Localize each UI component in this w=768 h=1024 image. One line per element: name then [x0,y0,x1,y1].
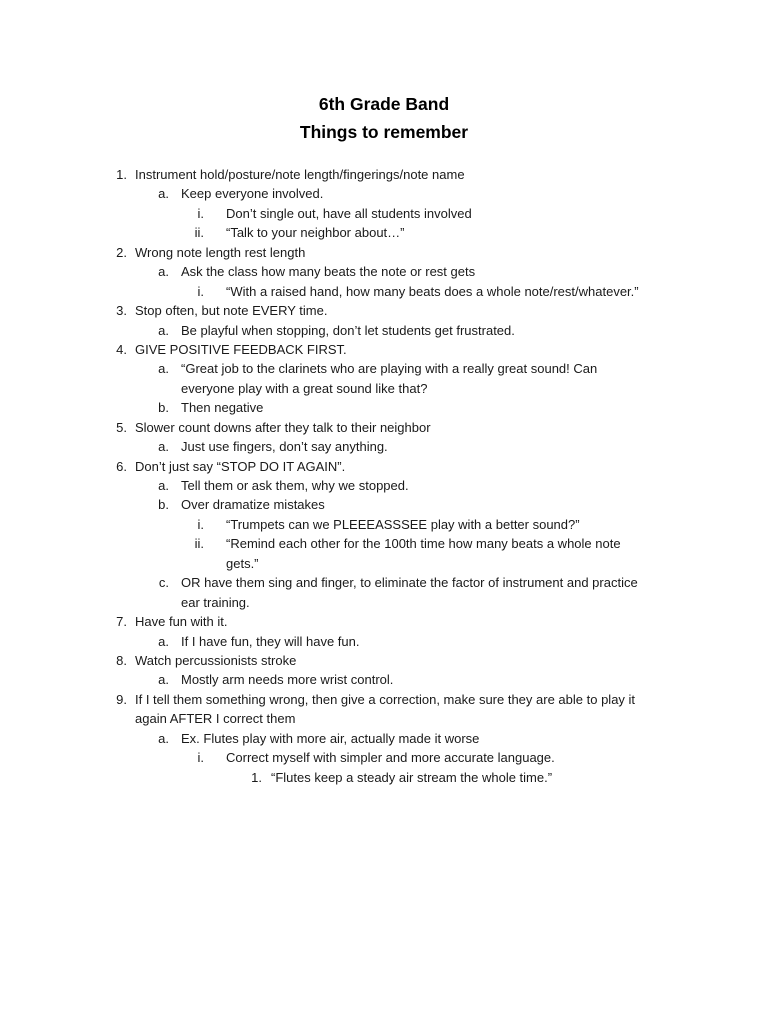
outline-item-level-2 [0,632,768,651]
document-title: 6th Grade Band [318,94,450,114]
outline-item-level-1 [0,301,768,320]
list-item-text: Slower count downs after they talk to their neighbor [135,419,431,435]
list-item-text: If I tell them something wrong, then give a correction, make sure they are able to play it [135,691,636,707]
list-item-text: OR have them sing and finger, to eliminate the factor of instrument and practice [181,575,638,591]
list-item-text: Ex. Flutes play with more air, actually made it worse [181,730,480,746]
outline-item-level-3 [0,282,768,301]
list-item-text: Over dramatize mistakes [181,497,325,513]
list-item-text: If I have fun, they will have fun. [181,633,360,649]
list-item-text: Don’t single out, have all students involved [226,205,472,221]
list-item-text: again AFTER I correct them [135,711,296,727]
list-marker: a. [158,264,169,280]
outline-item-level-3 [0,554,768,573]
outline-item-level-1 [0,709,768,728]
list-marker: a. [158,633,169,649]
list-item-text: everyone play with a great sound like that? [181,380,428,396]
list-marker: 1. [116,167,127,182]
list-item-text: “Talk to your neighbor about…” [226,225,405,241]
list-marker: b. [158,497,169,513]
list-item-text: “Great job to the clarinets who are playing with a really great sound! Can [181,361,598,377]
outline-item-level-2 [0,398,768,417]
list-marker: 2. [116,244,127,260]
list-item-text: gets.” [226,555,259,571]
outline-item-level-1 [0,243,768,262]
list-item-text: “Remind each other for the 100th time how many beats a whole note [226,536,621,552]
list-item-text: “Flutes keep a steady air stream the whole time.” [271,769,553,785]
list-marker: a. [158,478,169,493]
outline-item-level-4 [0,768,768,787]
outline-item-level-1 [0,651,768,670]
list-marker: ii. [194,225,204,241]
document-subtitle: Things to remember [299,122,469,142]
list-marker: 5. [116,419,127,435]
outline-item-level-2 [0,670,768,689]
list-item-text: GIVE POSITIVE FEEDBACK FIRST. [135,341,347,357]
outline-item-level-3 [0,515,768,534]
outline-item-level-1 [0,340,768,359]
list-marker: c. [158,575,169,591]
list-marker: a. [158,730,169,746]
outline-item-level-3 [0,223,768,242]
outline-item-level-1 [0,457,768,476]
list-marker: i. [197,283,204,299]
list-marker: 7. [116,614,127,630]
list-item-text: Tell them or ask them, why we stopped. [181,478,409,493]
list-item-text: Wrong note length rest length [135,244,306,260]
list-item-text: ear training. [181,594,250,610]
outline-item-level-1 [0,165,768,184]
list-marker: a. [158,672,169,688]
outline-item-level-2 [0,729,768,748]
list-marker: 8. [116,652,127,668]
outline-item-level-2 [0,184,768,203]
list-marker: 3. [116,303,127,319]
outline-item-level-2 [0,359,768,378]
list-item-text: Stop often, but note EVERY time. [135,303,328,319]
list-item-text: Instrument hold/posture/note length/fingerings/note name [135,167,465,182]
list-marker: a. [158,439,169,455]
outline-item-level-2 [0,593,768,612]
outline-item-level-2 [0,495,768,514]
outline-item-level-1 [0,418,768,437]
outline-item-level-1 [0,612,768,631]
outline-list [0,165,768,787]
list-item-text: Don’t just say “STOP DO IT AGAIN”. [135,458,346,474]
list-marker: a. [158,361,169,377]
list-item-text: “With a raised hand, how many beats does a whole note/rest/whatever.” [226,283,639,299]
outline-item-level-2 [0,379,768,398]
list-marker: i. [197,516,204,532]
outline-item-level-1 [0,690,768,709]
list-item-text: Have fun with it. [135,614,228,630]
list-item-text: “Trumpets can we PLEEEASSSEE play with a better sound?” [226,516,580,532]
list-marker: a. [158,322,169,338]
list-item-text: Just use fingers, don’t say anything. [181,439,388,455]
list-item-text: Then negative [181,400,264,416]
list-item-text: Keep everyone involved. [181,186,324,202]
list-item-text: Ask the class how many beats the note or rest gets [181,264,476,280]
list-marker: i. [197,205,204,221]
list-item-text: Mostly arm needs more wrist control. [181,672,394,688]
outline-item-level-2 [0,262,768,281]
outline-item-level-2 [0,573,768,592]
outline-item-level-3 [0,748,768,767]
outline-item-level-2 [0,476,768,495]
list-marker: a. [158,186,169,202]
list-marker: 6. [116,458,127,474]
outline-item-level-2 [0,437,768,456]
list-item-text: Be playful when stopping, don’t let students get frustrated. [181,322,515,338]
list-marker: 9. [116,691,127,707]
list-marker: ii. [194,536,204,552]
outline-item-level-3 [0,204,768,223]
outline-item-level-3 [0,534,768,553]
list-item-text: Watch percussionists stroke [135,652,297,668]
list-item-text: Correct myself with simpler and more accurate language. [226,750,555,766]
outline-item-level-2 [0,321,768,340]
list-marker: b. [158,400,169,416]
list-marker: i. [197,750,204,766]
list-marker: 4. [116,341,127,357]
list-marker: 1. [251,769,262,785]
